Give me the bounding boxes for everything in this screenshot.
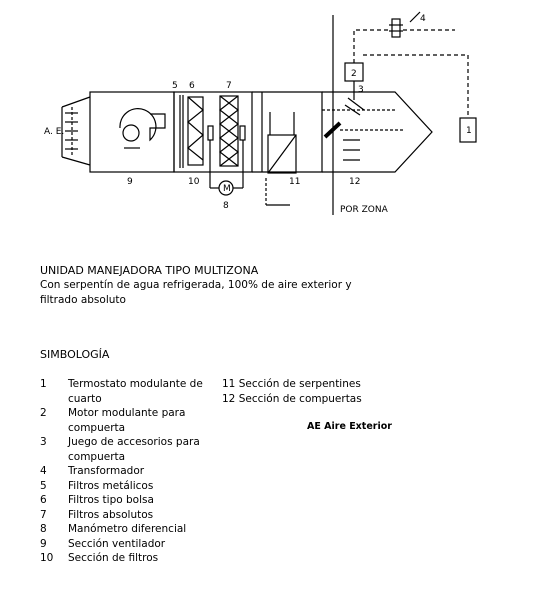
label-7: 7 [226,81,232,91]
diagram-labels [44,14,472,215]
air-handling-unit-diagram [0,0,548,260]
absolute-filter-icon [208,96,245,166]
transformer-icon [392,19,400,37]
label-2: 2 [351,69,357,79]
label-8: 8 [223,201,229,211]
outside-air-intake [62,97,90,165]
damper-section [322,92,432,172]
metal-filter-icon [180,95,183,168]
legend-right [222,377,362,406]
label-11: 11 [289,177,301,187]
legend-left [40,377,208,566]
legend-item: 9 Sección ventilador [40,537,166,550]
legend-item: 8 Manómetro diferencial [40,523,187,535]
legend-item: 3 Juego de accesorios para compuerta [40,436,200,463]
label-3: 3 [358,85,364,95]
legend-item: 4 Transformador [40,465,145,477]
title: UNIDAD MANEJADORA TIPO MULTIZONA [40,264,259,277]
motor-label: M [223,184,231,194]
subtitle: Con serpentín de agua refrigerada, 100% de aire exterior y filtrado absoluto [40,279,352,306]
label-9: 9 [127,177,133,187]
label-10: 10 [188,177,200,187]
legend-item: 12 Sección de compuertas [222,392,362,405]
legend-item: 6 Filtros tipo bolsa [40,494,154,506]
legend-item: 10 Sección de filtros [40,552,159,564]
legend-item: 7 Filtros absolutos [40,508,154,521]
legend-item: 5 Filtros metálicos [40,479,154,492]
legend-title: SIMBOLOGÍA [40,348,110,361]
label-1: 1 [466,126,472,136]
label-ae: A. E. [44,127,65,137]
fan-section [90,92,174,172]
fan-icon [120,109,165,148]
legend-item: 1 Termostato modulante de cuarto [40,378,203,405]
label-por-zona: POR ZONA [340,205,388,215]
legend-item: 2 Motor modulante para compuerta [40,407,186,434]
coil-section [252,92,322,172]
bag-filter-icon [188,97,203,165]
ae-note: AE Aire Exterior [307,421,392,432]
label-5: 5 [172,81,178,91]
label-4: 4 [420,14,426,24]
label-6: 6 [189,81,195,91]
label-12: 12 [349,177,361,187]
legend-item: 11 Sección de serpentines [222,378,361,390]
